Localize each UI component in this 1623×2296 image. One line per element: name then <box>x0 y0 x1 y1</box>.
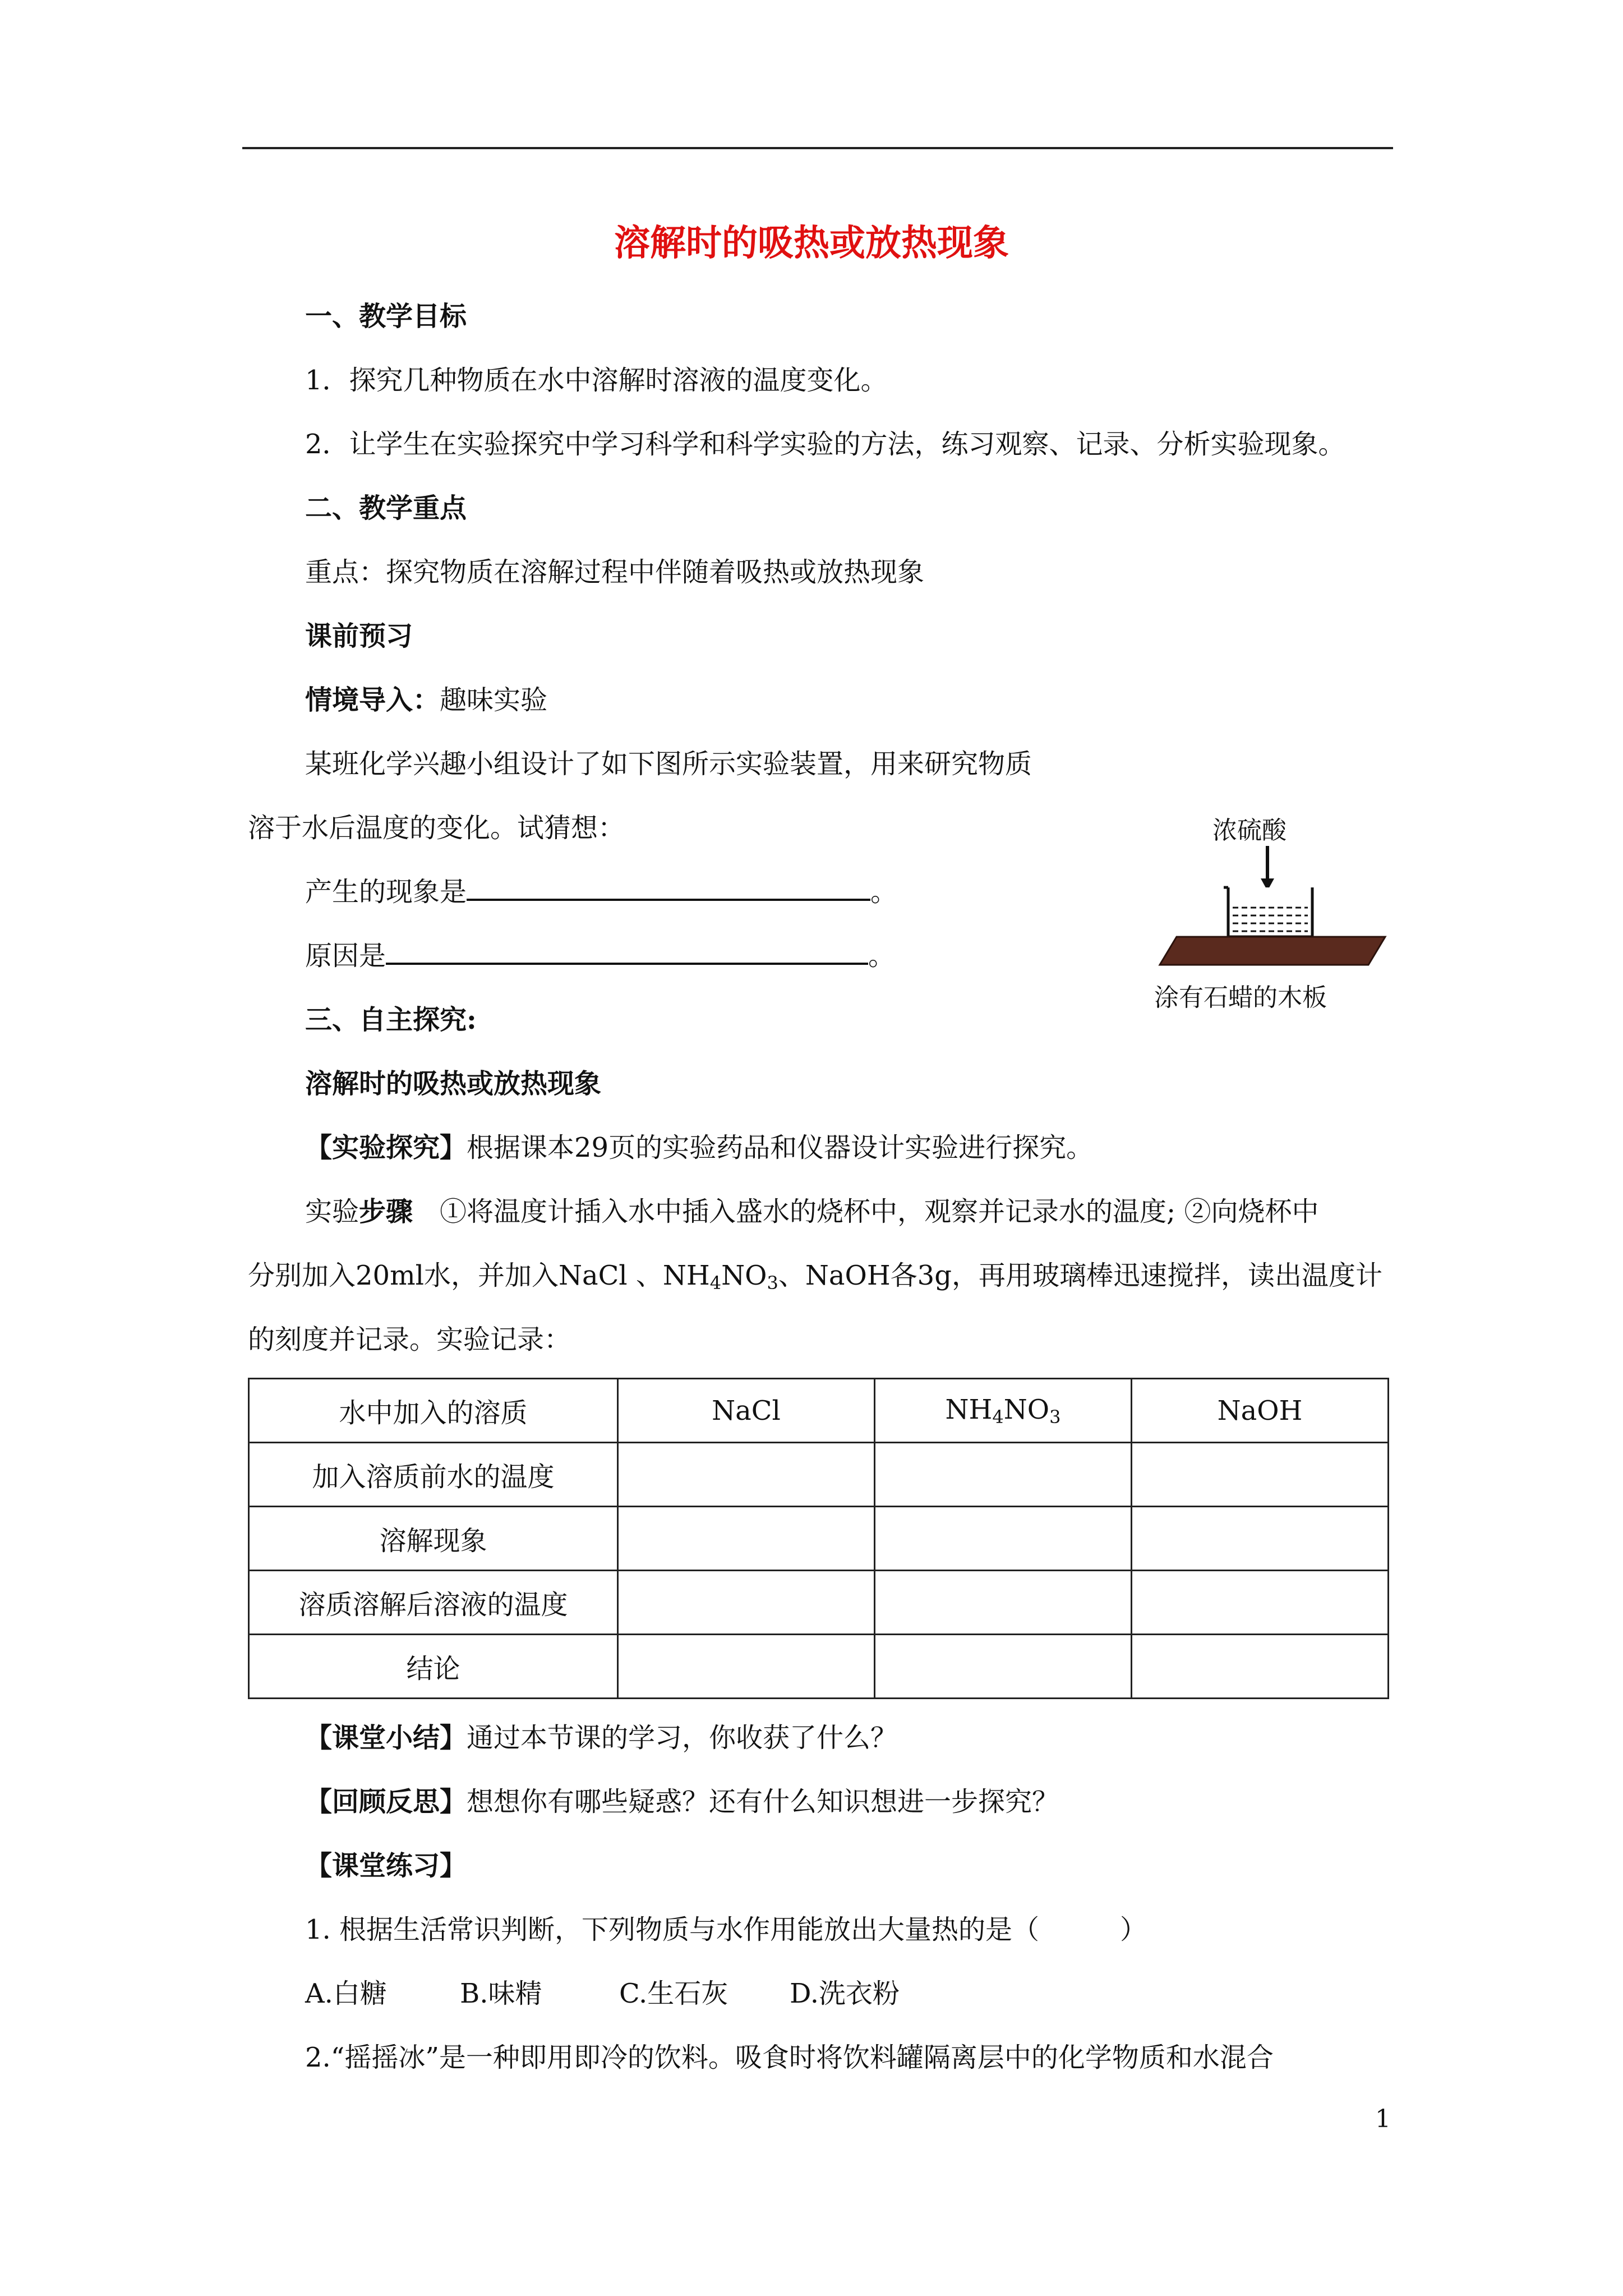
table-header-row <box>249 1379 1389 1443</box>
section2-heading: 二、教学重点 <box>305 493 467 524</box>
table-cell[interactable] <box>618 1571 875 1635</box>
question-1-options <box>305 1976 900 2012</box>
row-label: 加入溶质前水的温度 <box>249 1443 618 1507</box>
header-nh4no3 <box>875 1379 1132 1443</box>
steps-line-3: 的刻度并记录。实验记录： <box>248 1324 571 1355</box>
option-d[interactable]: D.洗衣粉 <box>790 1978 900 2009</box>
intro-paragraph-2: 溶于水后温度的变化。试猜想： <box>248 812 625 844</box>
steps-label-b: 步骤 <box>359 1196 413 1227</box>
header-rule <box>242 147 1393 149</box>
steps-label-a: 实验 <box>305 1196 359 1227</box>
phenomenon-label: 产生的现象是 <box>305 876 467 908</box>
table-row <box>249 1443 1389 1507</box>
wooden-board-icon <box>1160 937 1385 965</box>
header-nh4no3-a: NH <box>945 1393 993 1425</box>
experiment-table <box>248 1378 1389 1699</box>
table-cell[interactable] <box>618 1443 875 1507</box>
phenomenon-blank[interactable] <box>467 876 870 901</box>
page-number: 1 <box>1375 2105 1391 2133</box>
explore-label: 【实验探究】 <box>305 1132 467 1163</box>
reason-line <box>305 938 895 974</box>
steps-text-1: ①将温度计插入水中插入盛水的烧杯中，观察并记录水的温度; ②向烧杯中 <box>440 1196 1319 1227</box>
table-cell[interactable] <box>875 1443 1132 1507</box>
objective-2: 2．让学生在实验探究中学习科学和科学实验的方法，练习观察、记录、分析实验现象。 <box>305 429 1345 460</box>
steps-line-2 <box>248 1258 1382 1301</box>
reason-blank[interactable] <box>386 940 868 965</box>
header-nh4no3-b: NO <box>1003 1393 1050 1425</box>
table-cell[interactable] <box>875 1635 1132 1699</box>
table-row <box>249 1507 1389 1571</box>
header-solute: 水中加入的溶质 <box>249 1379 618 1443</box>
intro-text: 趣味实验 <box>440 684 548 716</box>
table-cell[interactable] <box>618 1635 875 1699</box>
header-sub4: 4 <box>992 1406 1004 1428</box>
table-cell[interactable] <box>1132 1507 1389 1571</box>
header-naoh: NaOH <box>1132 1379 1389 1443</box>
row-label: 溶质溶解后溶液的温度 <box>249 1571 618 1635</box>
document-title: 溶解时的吸热或放热现象 <box>614 222 1009 264</box>
key-point: 重点：探究物质在溶解过程中伴随着吸热或放热现象 <box>305 556 925 588</box>
steps-subscript-4: 4 <box>709 1272 722 1294</box>
intro-paragraph-1: 某班化学兴趣小组设计了如下图所示实验装置，用来研究物质 <box>305 748 1032 780</box>
summary-text: 通过本节课的学习，你收获了什么？ <box>467 1722 898 1754</box>
reflect-label: 【回顾反思】 <box>305 1786 467 1818</box>
figure-label-acid: 浓硫酸 <box>1212 816 1287 845</box>
intro-line <box>305 682 547 718</box>
preview-heading: 课前预习 <box>305 620 413 652</box>
question-1: 1. 根据生活常识判断，下列物质与水作用能放出大量热的是（ ） <box>305 1914 1147 1945</box>
steps-line-1 <box>305 1194 1318 1230</box>
reflect-line <box>305 1784 1059 1820</box>
header-sub3: 3 <box>1049 1406 1061 1428</box>
option-b[interactable]: B.味精 <box>460 1978 542 2009</box>
reason-label: 原因是 <box>305 940 386 972</box>
practice-heading: 【课堂练习】 <box>305 1850 467 1881</box>
section3-subheading: 溶解时的吸热或放热现象 <box>305 1068 602 1099</box>
explore-text: 根据课本29页的实验药品和仪器设计实验进行探究。 <box>467 1132 1094 1163</box>
table-row <box>249 1635 1389 1699</box>
option-a[interactable]: A.白糖 <box>305 1978 387 2009</box>
header-nacl: NaCl <box>618 1379 875 1443</box>
reflect-text: 想想你有哪些疑惑？还有什么知识想进一步探究？ <box>467 1786 1059 1818</box>
table-cell[interactable] <box>875 1571 1132 1635</box>
beaker-figure <box>1144 841 1402 976</box>
steps-subscript-3: 3 <box>767 1272 778 1294</box>
option-c[interactable]: C.生石灰 <box>619 1978 728 2009</box>
objective-1: 1．探究几种物质在水中溶解时溶液的温度变化。 <box>305 365 888 396</box>
table-cell[interactable] <box>875 1507 1132 1571</box>
table-cell[interactable] <box>1132 1443 1389 1507</box>
section1-heading: 一、教学目标 <box>305 301 467 332</box>
explore-line <box>305 1130 1093 1166</box>
phenomenon-line <box>305 874 897 910</box>
row-label: 结论 <box>249 1635 618 1699</box>
figure-label-board: 涂有石蜡的木板 <box>1154 983 1327 1012</box>
phenomenon-period: 。 <box>870 876 898 908</box>
reason-period: 。 <box>868 940 896 972</box>
section3-heading: 三、自主探究: <box>305 1004 477 1036</box>
beaker-icon <box>1228 887 1312 937</box>
intro-label: 情境导入： <box>305 684 440 716</box>
steps-text-2a: 分别加入20ml水，并加入NaCl 、NH <box>248 1260 710 1291</box>
steps-text-2b: NO <box>721 1260 767 1291</box>
table-cell[interactable] <box>1132 1635 1389 1699</box>
summary-label: 【课堂小结】 <box>305 1722 467 1754</box>
steps-text-2c: 、NaOH各3g，再用玻璃棒迅速搅拌，读出温度计 <box>778 1260 1382 1291</box>
table-cell[interactable] <box>1132 1571 1389 1635</box>
summary-line <box>305 1720 897 1756</box>
table-row <box>249 1571 1389 1635</box>
table-cell[interactable] <box>618 1507 875 1571</box>
row-label: 溶解现象 <box>249 1507 618 1571</box>
question-2: 2.“摇摇冰”是一种即用即冷的饮料。吸食时将饮料罐隔离层中的化学物质和水混合 <box>305 2042 1274 2073</box>
